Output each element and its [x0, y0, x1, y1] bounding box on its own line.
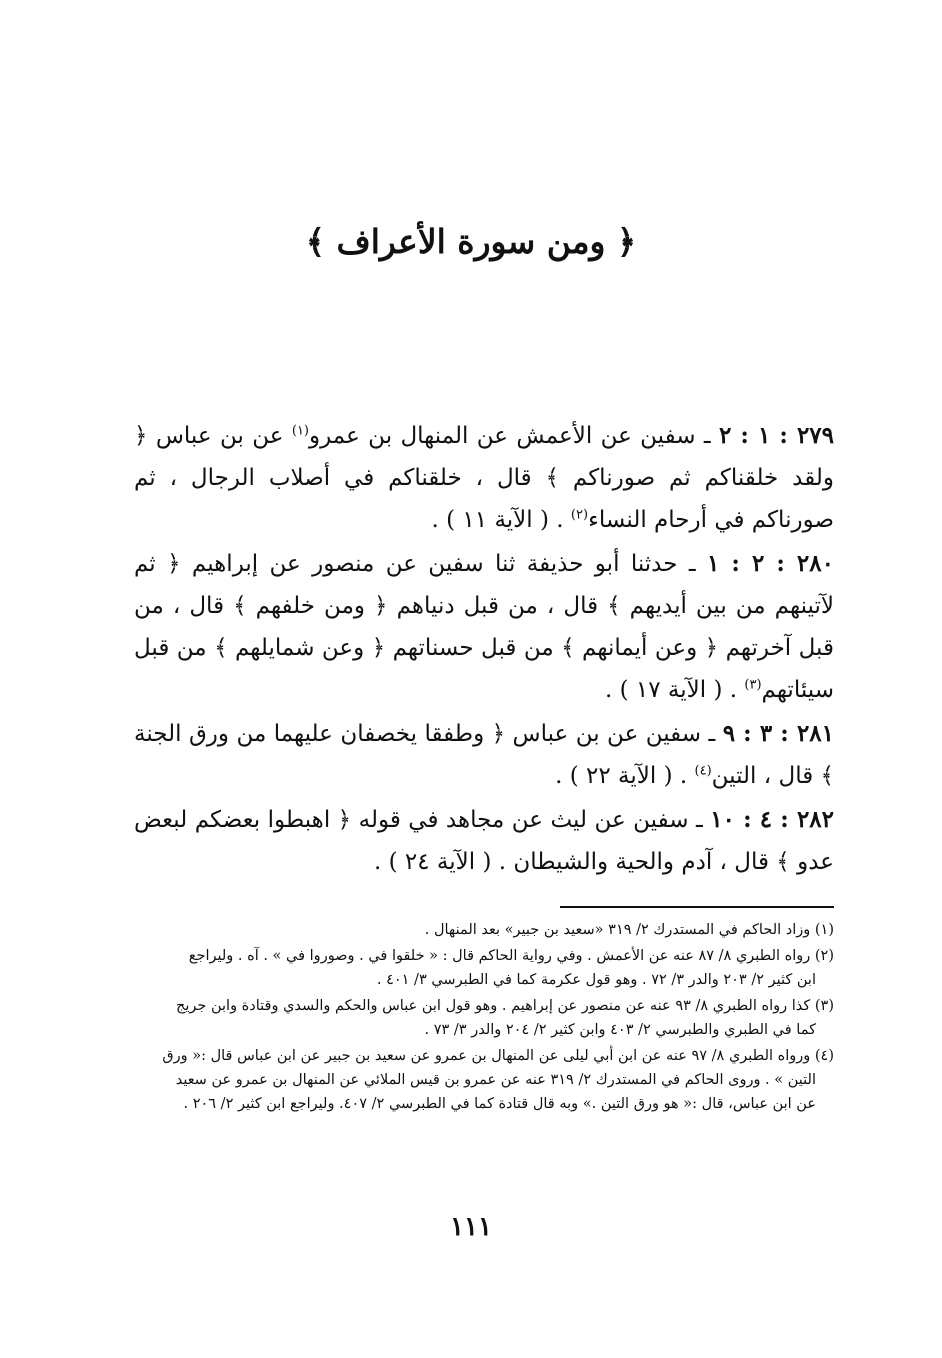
footnote-line: عن ابن عباس، قال :« هو ورق التين .» وبه قال قتادة كما في الطبرسي ٢/ ٤٠٧. وليراجع ابن كثير ٢/ ٢٠٦ . — [183, 1096, 816, 1112]
entry-text: ـ سفين عن ليث عن مجاهد في قوله ﴿ اهبطوا بعضكم لبعض عدو ﴾ قال ، آدم والحية والشيطان . ( الآية ٢٤ ) . — [134, 807, 834, 875]
entry-text: عن بن — [219, 423, 284, 449]
footnote-ref: (٤) — [694, 763, 712, 779]
verse-reference: . ( الآية ٢٢ ) . — [555, 763, 695, 789]
entry-number: ٢٨٠ : ٢ : ١ — [706, 550, 834, 577]
entry-280 — [134, 543, 834, 711]
footnote-line: كما في الطبري والطبرسي ٢/ ٤٠٣ وابن كثير ٢/ ٢٠٤ والدر ٣/ ٧٣ . — [424, 1022, 816, 1038]
footnote-ref: (١) — [291, 423, 309, 439]
footnote-ref: (٣) — [744, 677, 762, 693]
footnote-line: (٣) كذا رواه الطبري ٨/ ٩٣ عنه عن منصور عن إبراهيم . وهو قول ابن عباس والحكم والسدي وقتادة وابن جريج — [176, 998, 834, 1014]
footnote-3 — [118, 994, 834, 1042]
verse-reference: . ( الآية ١٧ ) . — [604, 677, 745, 703]
footnote-ref: (٢) — [570, 507, 589, 523]
footnote-line: ابن كثير ٢/ ٢٠٣ والدر ٣/ ٧٢ . وهو قول عكرمة كما في الطبرسي ٣/ ٤٠١ . — [376, 972, 816, 988]
surah-heading: ﴿ ومن سورة الأعراف ﴾ — [305, 222, 637, 261]
entry-282 — [134, 799, 834, 883]
footnote-4 — [118, 1044, 834, 1116]
entry-text: ـ حدثنا أبو حذيفة ثنا سفين عن منصور عن إبراهيم ﴿ ثم لآتينهم من بين أيديهم ﴾ قال ، من قبل دنياهم ﴿ ومن خلفهم ﴾ قال ، من قبل آخرتهم ﴿ وعن أيمانهم ﴾ من قبل حسناتهم ﴿ وعن شمايلهم ﴾ من قبل سيئاتهم — [134, 551, 834, 703]
entry-text: ـ سفين عن الأعمش عن المنهال بن عمرو — [309, 423, 711, 449]
footnote-line: التين » . وروى الحاكم في المستدرك ٢/ ٣١٩ عنه عن عمرو بن قيس الملائي عن المنهال بن عمرو عن سعيد — [175, 1072, 816, 1088]
footnote-line: (١) وزاد الحاكم في المستدرك ٢/ ٣١٩ «سعيد بن جبير» بعد المنهال . — [424, 922, 834, 938]
main-text — [134, 415, 834, 885]
footnote-2 — [118, 944, 834, 992]
footnote-line: (٢) رواه الطبري ٨/ ٨٧ عنه عن الأعمش . وفي رواية الحاكم قال : « خلقوا في . وصوروا في » . آه . وليراجع — [188, 948, 834, 964]
entry-text: عباس ﴿ ولقد خلقناكم ثم صورناكم ﴾ قال ، خلقناكم في أصلاب الرجال ، ثم — [134, 423, 834, 491]
page-number: ١١١ — [450, 1212, 492, 1242]
footnotes — [118, 918, 834, 1118]
entry-281 — [134, 713, 834, 797]
entry-number: ٢٨٢ : ٤ : ١٠ — [710, 806, 834, 833]
entry-text: ـ سفين عن بن عباس ﴿ وطفقا يخصفان عليهما من ورق الجنة ﴾ قال ، التين — [134, 721, 834, 789]
entry-number: ٢٨١ : ٣ : ٩ — [722, 720, 834, 747]
footnote-line: (٤) ورواه الطبري ٨/ ٩٧ عنه عن ابن أبي ليلى عن المنهال بن عمرو عن سعيد بن جبير عن ابن عباس قال :« ورق — [162, 1048, 834, 1064]
footnote-divider — [560, 906, 834, 908]
entry-279 — [134, 415, 834, 541]
entry-number: ٢٧٩ : ١ : ٢ — [719, 422, 835, 449]
entry-text: صورناكم في أرحام النساء — [588, 507, 834, 533]
verse-reference: . ( الآية ١١ ) . — [431, 507, 571, 533]
footnote-1 — [118, 918, 834, 942]
